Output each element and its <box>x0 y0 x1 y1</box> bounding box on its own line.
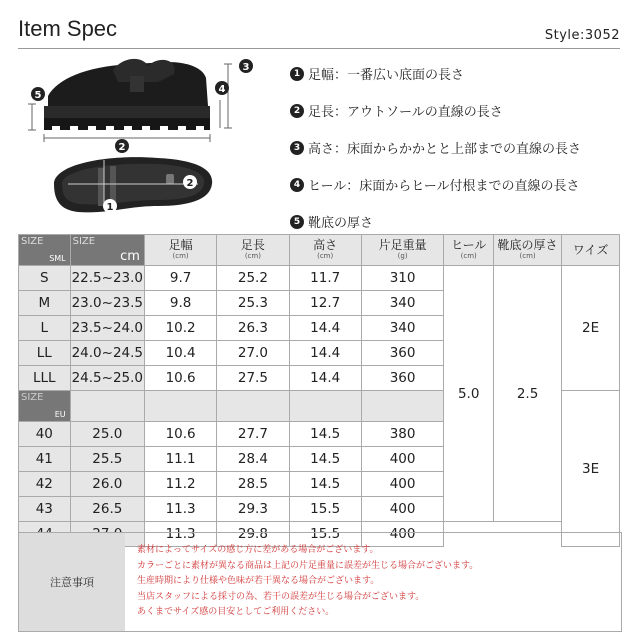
page-title: Item Spec <box>18 16 118 41</box>
svg-text:2: 2 <box>118 142 126 153</box>
size-label: 43 <box>19 497 71 522</box>
col-sole-header: 靴底の厚さ (cm) <box>493 235 561 266</box>
cell-weight: 360 <box>361 341 444 366</box>
cell-weight: 400 <box>361 447 444 472</box>
cell-length: 29.3 <box>217 497 289 522</box>
size-cm: 25.5 <box>70 447 144 472</box>
size-cm: 25.0 <box>70 422 144 447</box>
number-2-icon: 2 <box>290 104 304 118</box>
shoe-side-image <box>44 59 210 130</box>
col-width-header: 足幅 (cm) <box>144 235 216 266</box>
cell-width: 11.1 <box>144 447 216 472</box>
size-cm: 23.0~23.5 <box>70 291 144 316</box>
cell-length: 28.5 <box>217 472 289 497</box>
legend-item-heel <box>290 166 630 203</box>
cell-length: 27.7 <box>217 422 289 447</box>
cell-weight: 400 <box>361 497 444 522</box>
size-label: M <box>19 291 71 316</box>
svg-text:1: 1 <box>106 202 114 213</box>
size-cm: 22.5~23.0 <box>70 266 144 291</box>
note-line: カラーごとに素材が異なる商品は上記の片足重量に誤差が生じる場合がございます。 <box>137 560 479 571</box>
cell-width: 11.2 <box>144 472 216 497</box>
legend-text: ヒール：床面からヒール付根までの直線の長さ <box>308 179 580 194</box>
note-line: 生産時期により仕様や色味が若干異なる場合がございます。 <box>137 576 380 586</box>
cell-width: 10.6 <box>144 366 216 391</box>
cell-length: 27.5 <box>217 366 289 391</box>
cell-width: 9.7 <box>144 266 216 291</box>
cell-weight: 380 <box>361 422 444 447</box>
cell-length: 28.4 <box>217 447 289 472</box>
notes-box <box>18 532 622 632</box>
cell-sole: 2.5 <box>493 266 561 522</box>
note-line: 当店スタッフによる採寸の為、若干の誤差が生じる場合がございます。 <box>137 591 425 602</box>
cell-weight: 340 <box>361 316 444 341</box>
eu-header-blank <box>289 391 361 422</box>
cell-height: 14.5 <box>289 447 361 472</box>
cell-length: 25.3 <box>217 291 289 316</box>
col-length-header: 足長 (cm) <box>217 235 289 266</box>
cell-height: 14.5 <box>289 472 361 497</box>
legend-text: 靴底の厚さ <box>308 216 374 231</box>
number-3-icon: 3 <box>290 141 304 155</box>
cell-height: 14.4 <box>289 316 361 341</box>
table-header-row <box>19 235 620 266</box>
cell-width: 10.6 <box>144 422 216 447</box>
header-divider <box>18 48 620 49</box>
eu-header-blank <box>70 391 144 422</box>
size-cm: 26.5 <box>70 497 144 522</box>
cell-weight: 310 <box>361 266 444 291</box>
svg-text:4: 4 <box>218 84 226 95</box>
eu-header-blank <box>361 391 444 422</box>
col-weight-header: 片足重量 (g) <box>361 235 444 266</box>
cell-height: 12.7 <box>289 291 361 316</box>
size-cm: 24.0~24.5 <box>70 341 144 366</box>
legend-item-length <box>290 92 630 129</box>
col-wise-header: ワイズ <box>562 235 620 266</box>
cell-height: 14.5 <box>289 422 361 447</box>
size-cm: 23.5~24.0 <box>70 316 144 341</box>
corner-size-eu: SIZE EU <box>19 391 71 422</box>
cell-length: 27.0 <box>217 341 289 366</box>
legend-item-width <box>290 55 630 92</box>
cell-weight: 360 <box>361 366 444 391</box>
svg-text:3: 3 <box>242 62 250 73</box>
number-5-icon: 5 <box>290 215 304 229</box>
cell-wise-sml: 2E <box>562 266 620 391</box>
cell-height: 15.5 <box>289 497 361 522</box>
cell-width: 10.4 <box>144 341 216 366</box>
notes-label: 注意事項 <box>19 533 125 631</box>
legend-item-height <box>290 129 630 166</box>
cell-length: 26.3 <box>217 316 289 341</box>
cell-weight: 340 <box>361 291 444 316</box>
eu-header-blank <box>144 391 216 422</box>
size-label: LL <box>19 341 71 366</box>
cell-height: 11.7 <box>289 266 361 291</box>
cell-width: 9.8 <box>144 291 216 316</box>
cell-weight: 400 <box>361 472 444 497</box>
number-1-icon: 1 <box>290 67 304 81</box>
note-line: 素材によってサイズの感じ方に差がある場合がございます。 <box>137 545 379 555</box>
svg-text:5: 5 <box>34 90 42 101</box>
legend-text: 足長：アウトソールの直線の長さ <box>308 105 503 120</box>
size-table <box>18 234 620 547</box>
cell-height: 14.4 <box>289 366 361 391</box>
col-heel-header: ヒール (cm) <box>444 235 494 266</box>
cell-weight: 400 <box>361 522 444 547</box>
cell-width: 10.2 <box>144 316 216 341</box>
cell-height: 15.5 <box>289 522 361 547</box>
size-label: S <box>19 266 71 291</box>
size-cm-header: SIZE cm <box>70 235 144 266</box>
size-label: LLL <box>19 366 71 391</box>
legend-text: 足幅：一番広い底面の長さ <box>308 68 465 83</box>
svg-text:2: 2 <box>186 178 194 189</box>
notes-body <box>125 533 621 631</box>
legend-text: 高さ：床面からかかとと上部までの直線の長さ <box>308 142 582 157</box>
measurement-legend <box>290 55 630 240</box>
style-code: Style:3052 <box>544 28 620 43</box>
col-height-header: 高さ (cm) <box>289 235 361 266</box>
table-row <box>19 266 620 291</box>
cell-heel: 5.0 <box>444 266 494 522</box>
cell-length: 29.8 <box>217 522 289 547</box>
size-label: 41 <box>19 447 71 472</box>
cell-length: 25.2 <box>217 266 289 291</box>
size-label: 42 <box>19 472 71 497</box>
cell-width: 11.3 <box>144 522 216 547</box>
size-label: 40 <box>19 422 71 447</box>
corner-size-sml: SIZE SML <box>19 235 71 266</box>
shoe-illustration <box>18 56 266 226</box>
size-cm: 26.0 <box>70 472 144 497</box>
eu-header-blank <box>217 391 289 422</box>
size-label: L <box>19 316 71 341</box>
note-line: あくまでサイズ感の目安としてご利用ください。 <box>137 607 335 617</box>
cell-wise-eu: 3E <box>562 391 620 547</box>
number-4-icon: 4 <box>290 178 304 192</box>
cell-width: 11.3 <box>144 497 216 522</box>
cell-height: 14.4 <box>289 341 361 366</box>
size-cm: 24.5~25.0 <box>70 366 144 391</box>
